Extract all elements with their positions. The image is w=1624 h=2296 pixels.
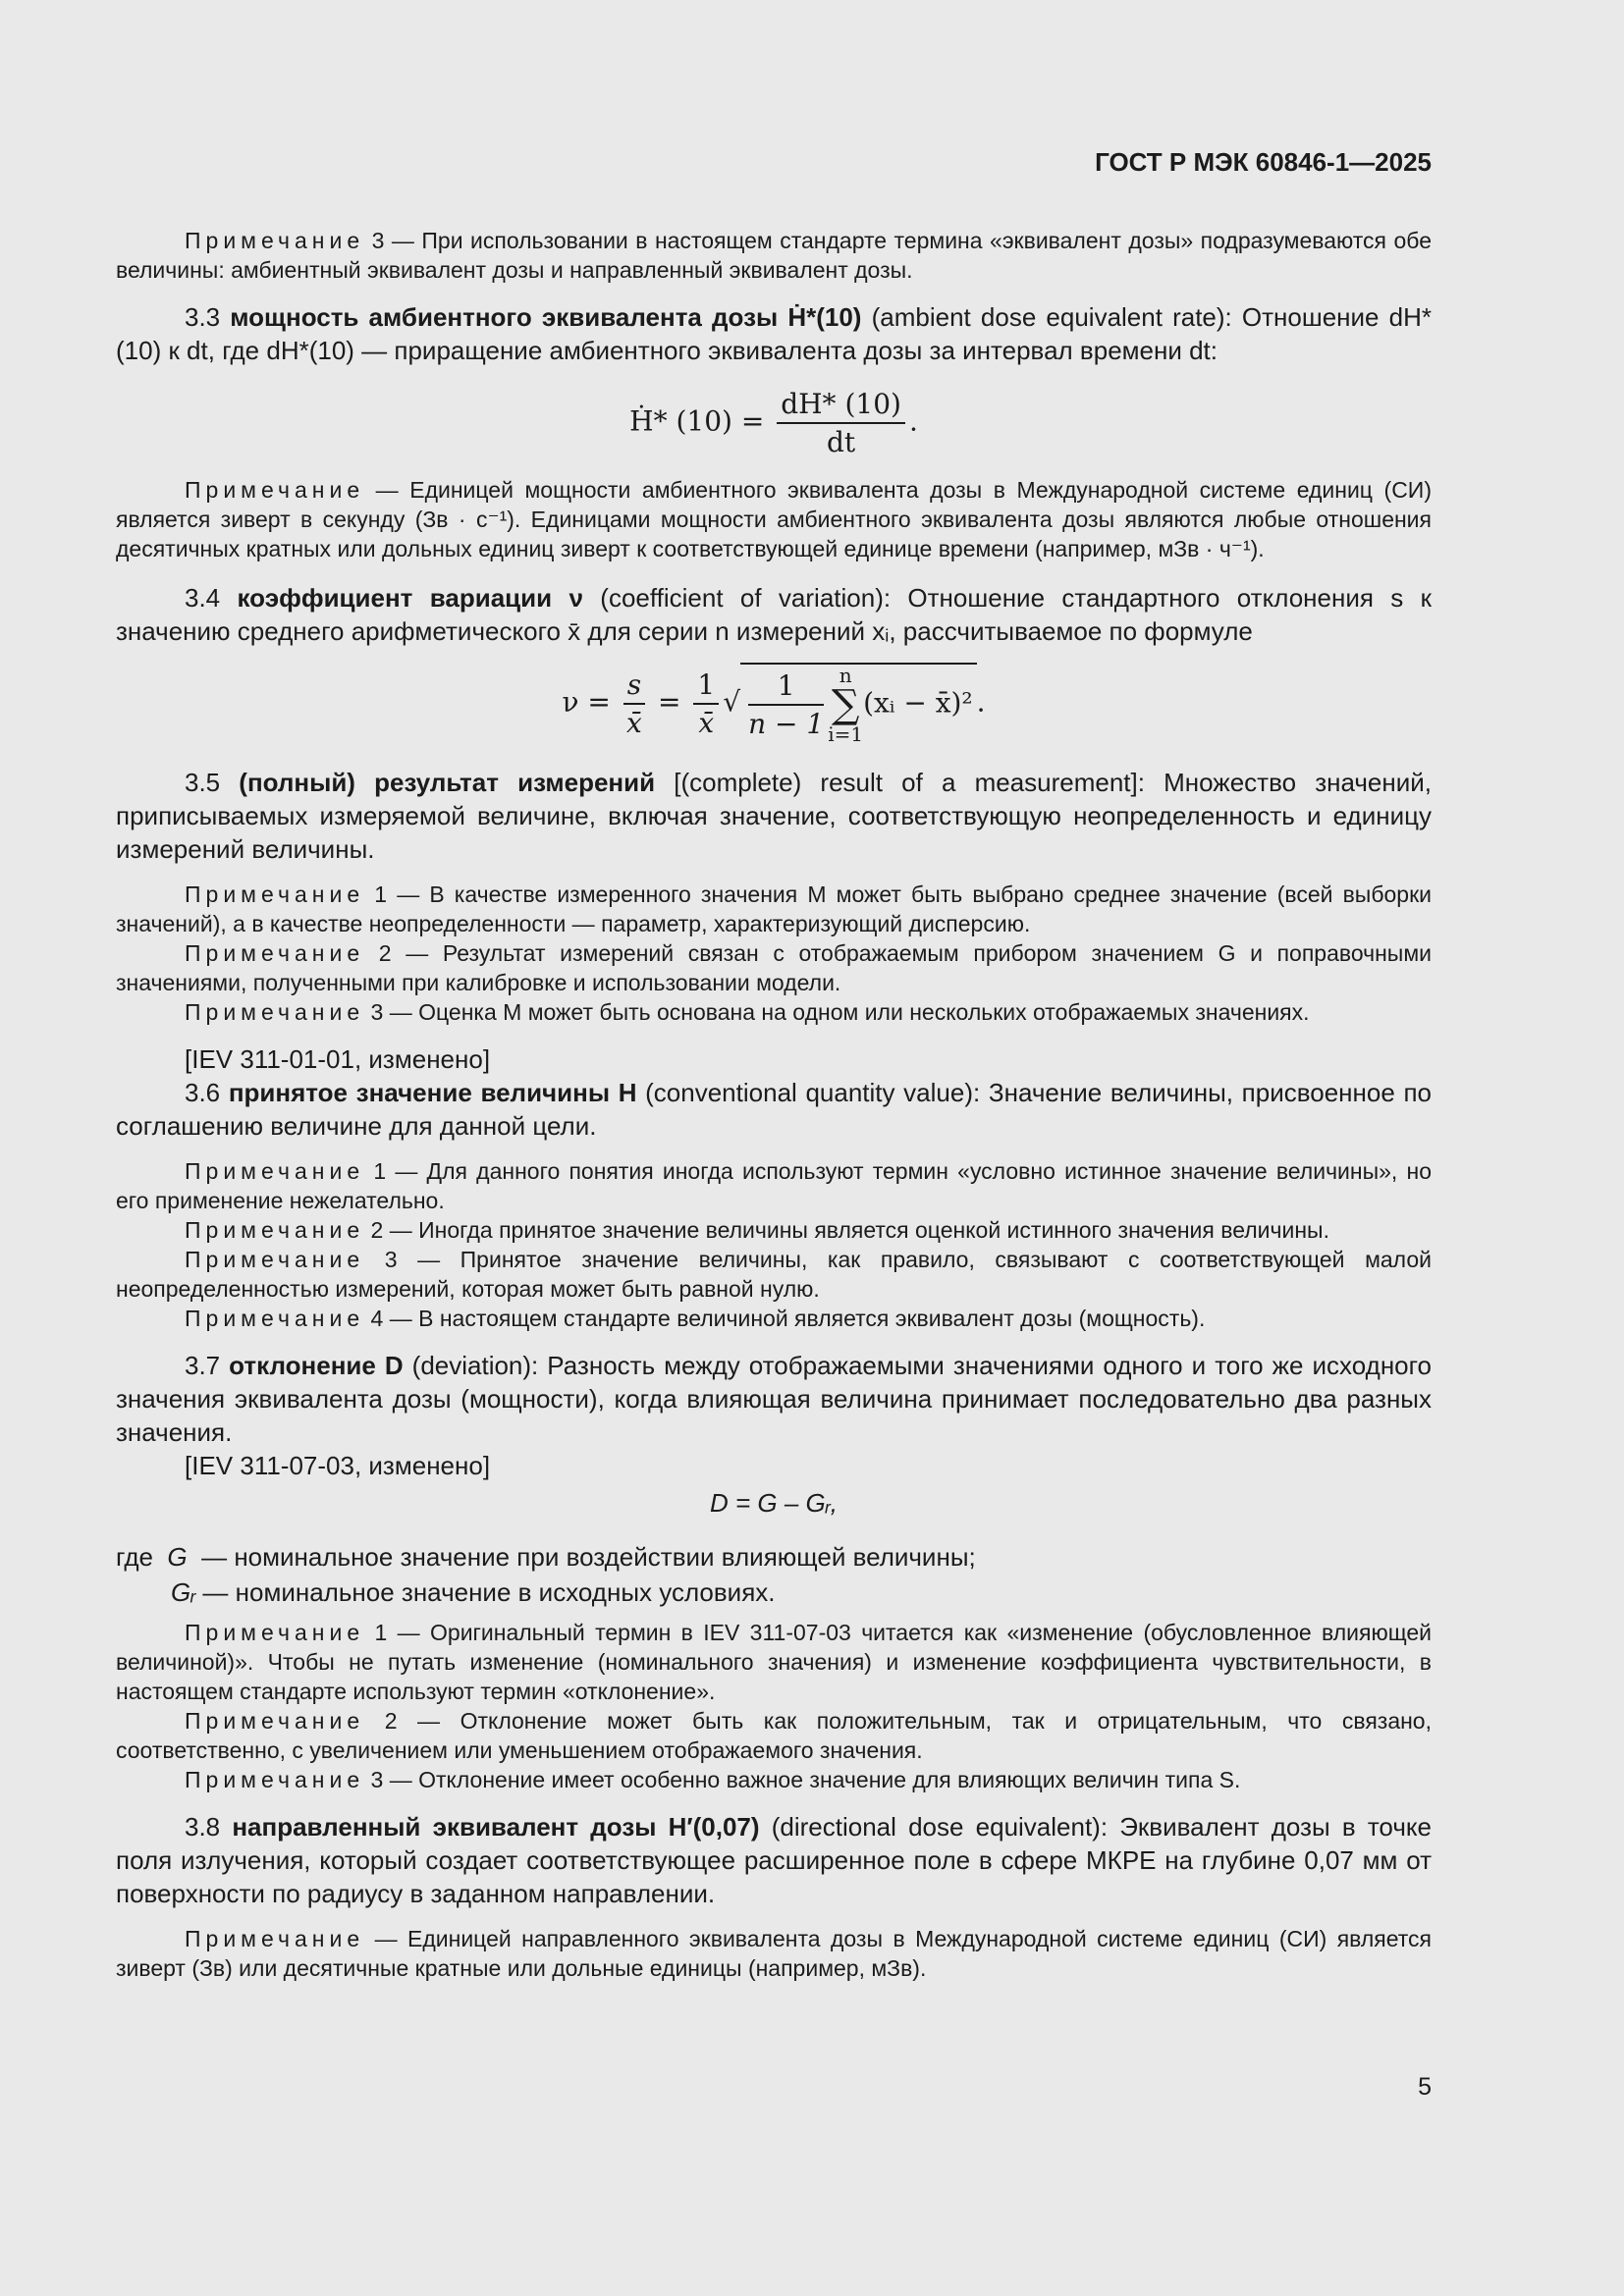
term-3-7: 3.7 отклонение D (deviation): Разность между отображаемыми значениями одного и того же исходного значения эквивалента дозы (мощности), когда влияющая величина принимает последовательно два разных значения. [IEV 311-07-03, изменено] bbox=[116, 1351, 1433, 1480]
term-definition: (deviation): Разность между отображаемыми значениями одного и того же исходного значения эквивалента дозы (мощности), когда влияющая величина принимает последовательно два разных значения. bbox=[116, 1351, 1433, 1447]
note-list: Примечание 1 — В качестве измеренного значения M может быть выбрано среднее значение (всей выборки значений), а в качестве неопределенности — параметр, характеризующий дисперсию. Примечание 2 — Результат измерений связан с отображаемым прибором значением G и поправочными значениями, полученными при калибровке и использовании модели. Примечание 3 — Оценка M может быть основана на одном или нескольких отображаемых значениях. bbox=[116, 881, 1433, 1025]
note-block bbox=[116, 1924, 1432, 1983]
term-title: отклонение D bbox=[229, 1351, 404, 1380]
note-label: Примечание bbox=[185, 477, 365, 503]
page-number: 5 bbox=[1418, 2073, 1432, 2101]
term-title: мощность амбиентного эквивалента дозы Ḣ*(10) bbox=[230, 302, 862, 332]
term-title: направленный эквивалент дозы H′(0,07) bbox=[232, 1812, 760, 1842]
term-definition: (ambient dose equivalent rate): Отношение dH*(10) к dt, где dH*(10) — приращение амбиентного эквивалента дозы за интервал времени dt: bbox=[116, 302, 1432, 365]
note-label: Примечание bbox=[185, 228, 365, 253]
formula-3-3: Ḣ* (10) = $\frac{dH* (10)}{dt}$ . bbox=[629, 388, 918, 458]
note-block bbox=[116, 475, 1432, 563]
term-3-5: 3.5 (полный) результат измерений [(complete) result of a measurement]: Множество значений, приписываемых измеряемой величине, включая значение, соответствующую неопределенность и единицу измерений величины. bbox=[116, 768, 1432, 864]
term-title: (полный) результат измерений bbox=[239, 768, 656, 797]
term-3-4: 3.4 коэффициент вариации ν (coefficient of variation): Отношение стандартного отклонения s к значению среднего арифметического x̄ для серии n измерений xᵢ, рассчитываемое по формуле bbox=[116, 583, 1433, 646]
note-block: Примечание 3 — При использовании в настоящем стандарте термина «эквивалент дозы» подразумеваются обе величины: амбиентный эквивалент дозы и направленный эквивалент дозы. bbox=[116, 228, 1432, 283]
term-3-6: [IEV 311-01-01, изменено] 3.6 принятое значение величины H (conventional quantity value): Значение величины, присвоенное по соглашению величине для данной цели. bbox=[116, 1044, 1432, 1141]
reference: [IEV 311-07-03, изменено] bbox=[185, 1451, 491, 1480]
note-text: — Единицей направленного эквивалента дозы в Международной системе единиц (СИ) является зиверт (Зв) или десятичные кратные или дольные единицы (например, мЗв). bbox=[116, 1926, 1432, 1981]
note-label: Примечание bbox=[185, 1926, 365, 1951]
term-3-8: 3.8 направленный эквивалент дозы H′(0,07) (directional dose equivalent): Эквивалент дозы в точке поля излучения, который создает соответствующее расширенное поле в сфере МКРЕ на глубине 0,07 мм от поверхности по радиусу в заданном направлении. bbox=[116, 1812, 1432, 1908]
formula-3-7: D = G – Gᵣ, bbox=[710, 1488, 838, 1518]
term-definition: (directional dose equivalent): Эквивалент дозы в точке поля излучения, который создает соответствующее расширенное поле в сфере МКРЕ на глубине 0,07 мм от поверхности по радиусу в заданном направлении. bbox=[116, 1812, 1432, 1908]
term-definition: (coefficient of variation): Отношение стандартного отклонения s к значению среднего арифметического x̄ для серии n измерений xᵢ, рассчитываемое по формуле bbox=[116, 583, 1433, 646]
term-definition: [(complete) result of a measurement]: Множество значений, приписываемых измеряемой величине, включая значение, соответствующую неопределенность и единицу измерений величины. bbox=[116, 768, 1432, 864]
page-header: ГОСТ Р МЭК 60846-1—2025 bbox=[1095, 147, 1432, 177]
reference: [IEV 311-01-01, изменено] bbox=[185, 1044, 491, 1074]
term-title: коэффициент вариации ν bbox=[237, 583, 583, 613]
square-root: $\frac{1}{n - 1}$ n ∑ i=1 (xᵢ − x̄)² bbox=[740, 663, 977, 745]
note-text: — Единицей мощности амбиентного эквивалента дозы в Международной системе единиц (СИ) является зиверт в секунду (Зв · с⁻¹). Единицами мощности амбиентного эквивалента дозы являются любые отношения десятичных кратных или дольных единиц зиверт к соответствующей единице времени (например, мЗв · ч⁻¹). bbox=[116, 477, 1432, 561]
where-list: где G — номинальное значение при воздействии влияющей величины; Gᵣ — номинальное значение в исходных условиях. bbox=[116, 1542, 976, 1607]
term-3-3: 3.3 мощность амбиентного эквивалента дозы Ḣ*(10) (ambient dose equivalent rate): Отношение dH*(10) к dt, где dH*(10) — приращение амбиентного эквивалента дозы за интервал времени dt: bbox=[116, 302, 1432, 365]
note-list: Примечание 1 — Для данного понятия иногда используют термин «условно истинное значение величины», но его применение нежелательно. Примечание 2 — Иногда принятое значение величины является оценкой истинного значения величины. Примечание 3 — Принятое значение величины, как правило, связывают с соответствующей малой неопределенностью измерений, которая может быть равной нулю. Примечание 4 — В настоящем стандарте величиной является эквивалент дозы (мощность). bbox=[116, 1158, 1433, 1331]
sum-symbol: n ∑ i=1 bbox=[828, 664, 864, 746]
note-list: Примечание 1 — Оригинальный термин в IEV 311-07-03 читается как «изменение (обусловленное влияющей величиной)». Чтобы не путать изменение (номинального значения) и изменение коэффициента чувствительности, в настоящем стандарте используют термин «отклонение». Примечание 2 — Отклонение может быть как положительным, так и отрицательным, что связано, соответственно, с увеличением или уменьшением отображаемого значения. Примечание 3 — Отклонение имеет особенно важное значение для влияющих величин типа S. bbox=[116, 1620, 1432, 1792]
note-text: — При использовании в настоящем стандарте термина «эквивалент дозы» подразумеваются обе величины: амбиентный эквивалент дозы и направленный эквивалент дозы. bbox=[116, 228, 1432, 283]
term-title: принятое значение величины H bbox=[228, 1078, 637, 1107]
fraction: $\frac{dH* (10)}{dt}$ bbox=[777, 388, 905, 458]
term-definition: (conventional quantity value): Значение величины, присвоенное по соглашению величине для данной цели. bbox=[116, 1078, 1432, 1141]
formula-3-4: ν = $\frac{s}{x̄}$ = $\frac{1}{x̄}$ √ $\frac{1}{n - 1}$ n ∑ i=1 (xᵢ − x̄)² . bbox=[562, 664, 986, 746]
